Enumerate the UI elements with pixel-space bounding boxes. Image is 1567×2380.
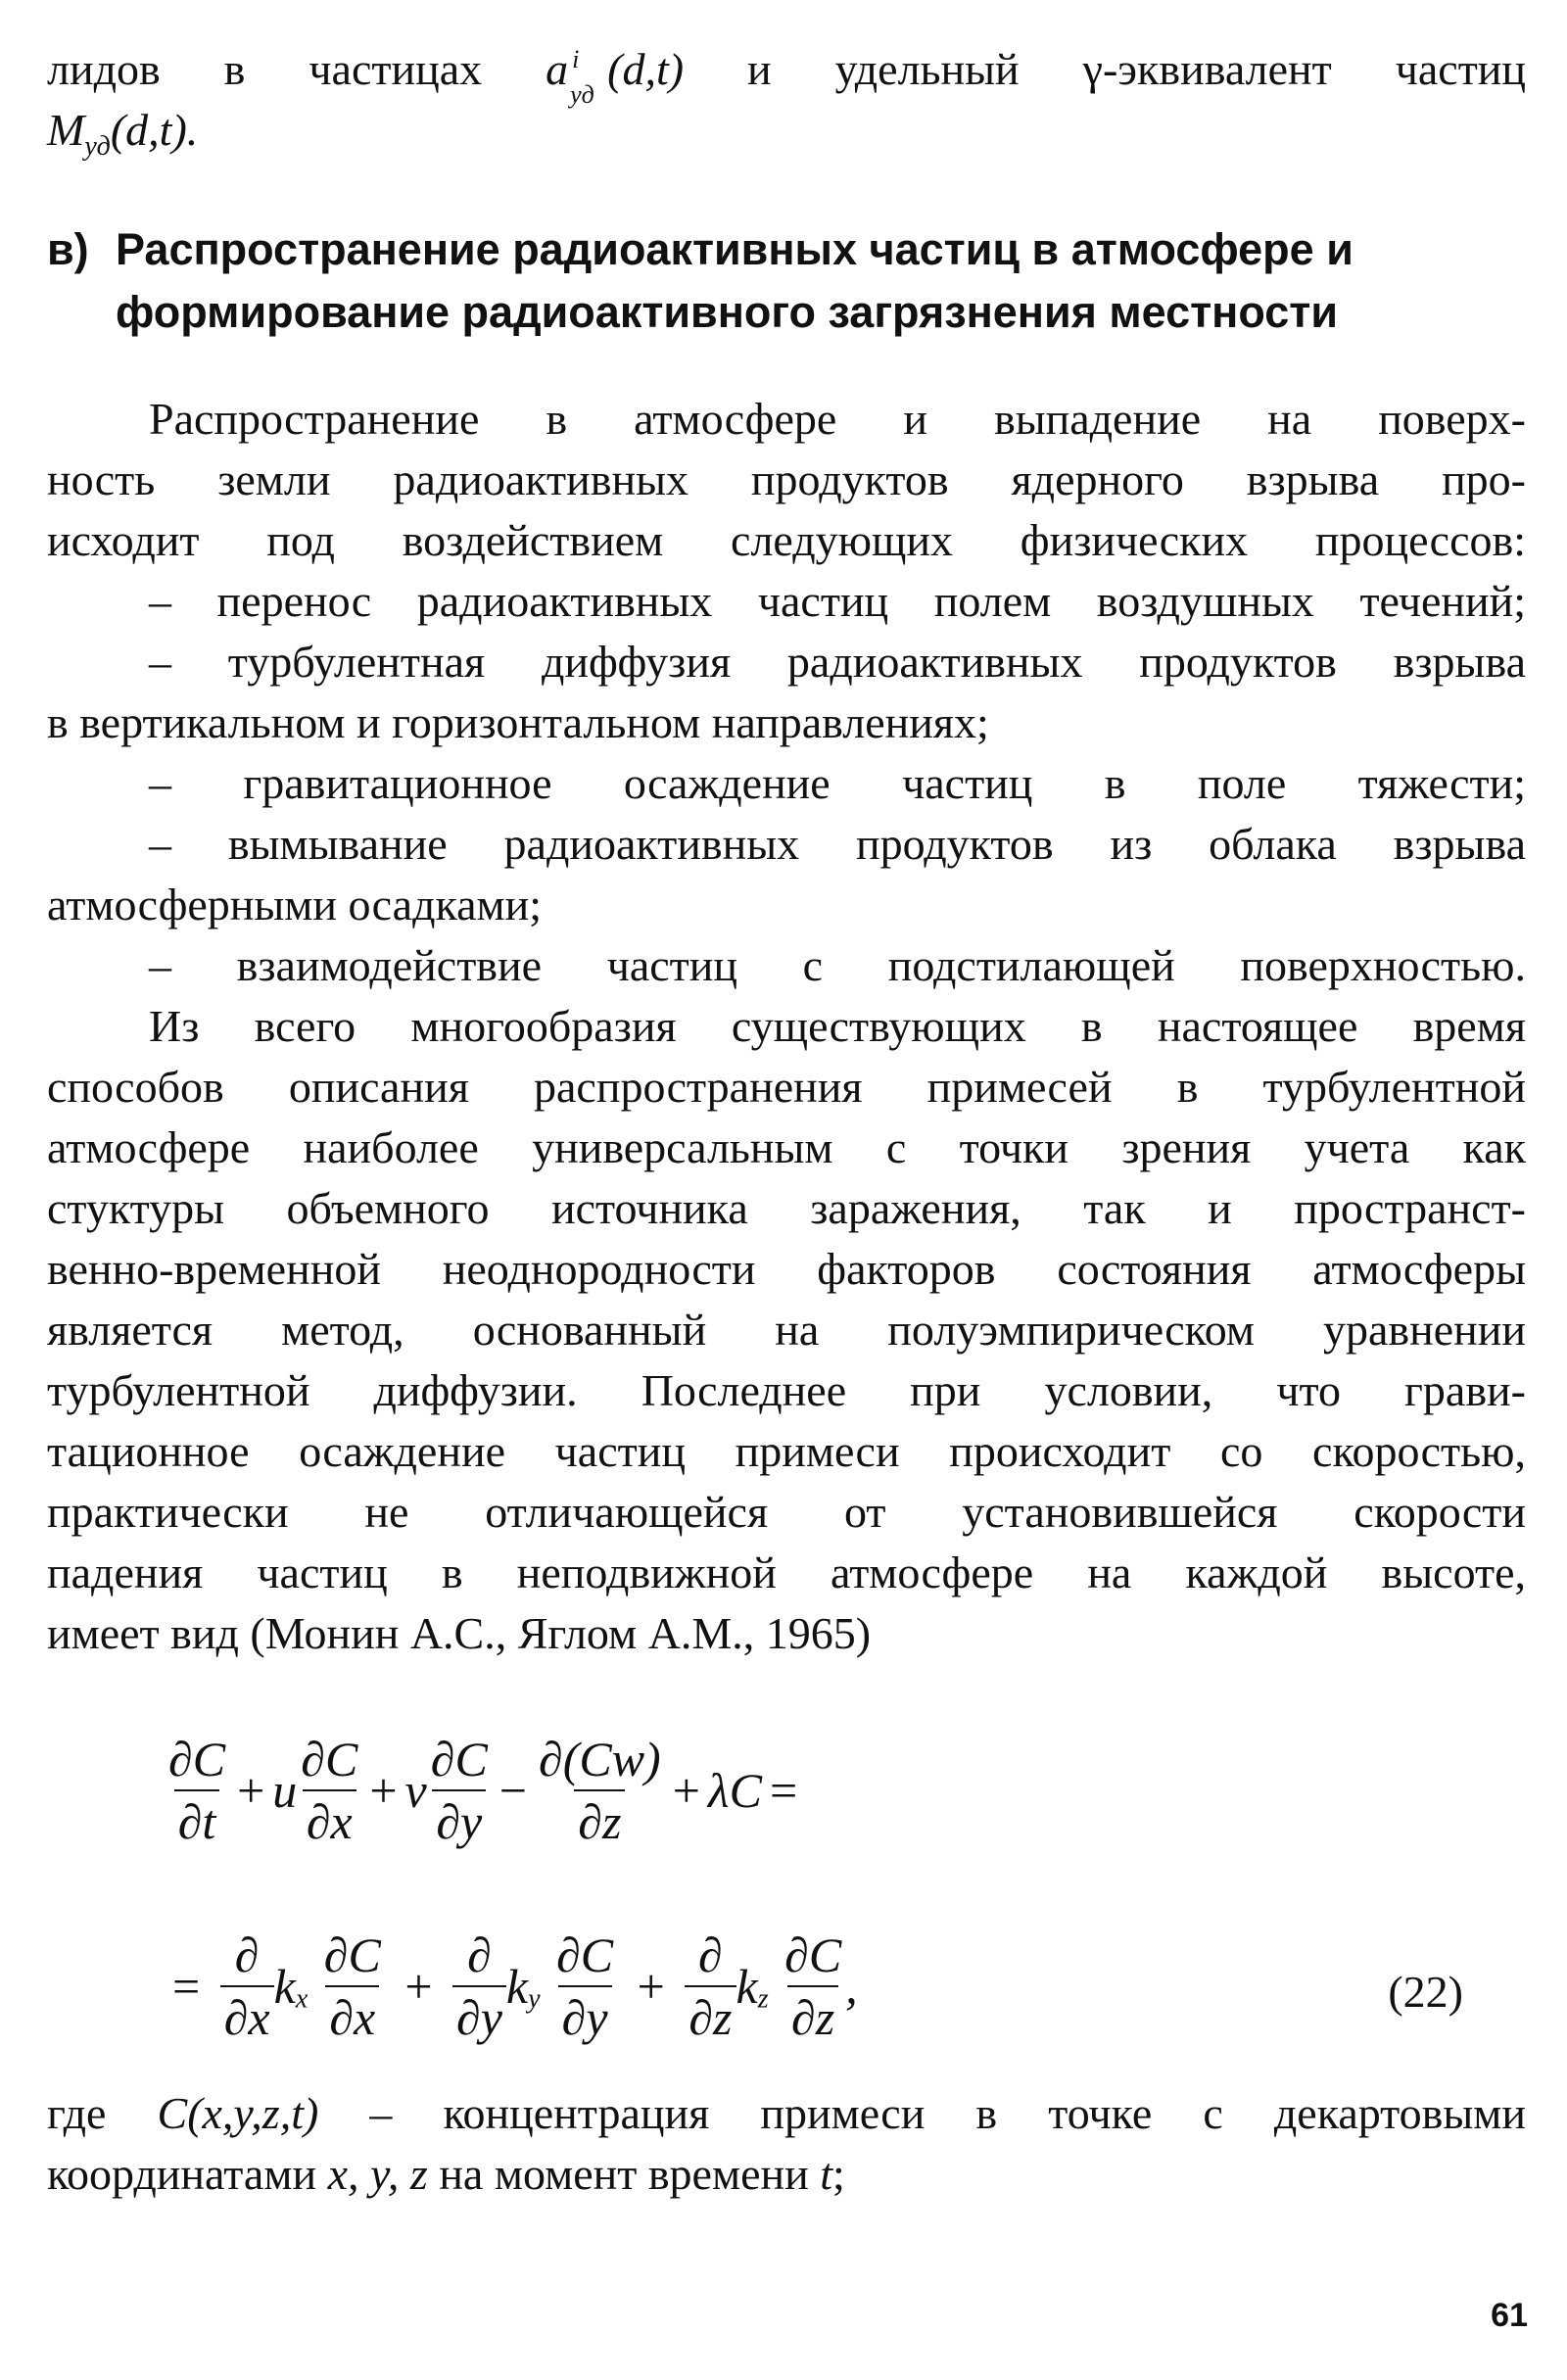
- text-line: атмосфере наиболее универсальным с точки зрения учета как: [47, 1122, 1526, 1172]
- math-c: C(x,y,z,t): [157, 2088, 319, 2138]
- bottom-line-1: где C(x,y,z,t) – концентрация примеси в точке с декартовыми: [47, 2088, 1527, 2138]
- section-letter: в): [47, 224, 89, 274]
- text-line: венно-временной неоднородности факторов состояния атмосферы: [47, 1244, 1526, 1294]
- fraction: $\frac{\partial}{\partial y}$: [452, 1927, 506, 2046]
- list-item-cont: атмосферными осадками;: [47, 880, 543, 929]
- text-line: практически не отличающейся от установившейся скорости: [47, 1487, 1526, 1537]
- fraction: $\frac{\partial}{\partial x}$: [220, 1927, 274, 2046]
- fraction: $\frac{\partial C}{\partial y}$: [430, 1732, 488, 1849]
- equation-row-2: = $\frac{\partial}{\partial x}$ $k_x$ $\frac{\partial C}{\partial x}$ + $\frac{\partial}{\partial y}$ $k_y$ $\frac{\partial C}{\partial y}$ + $\frac{\partial}{\partial z}$ $k_z$ $\frac{\partial C}{\partial z}$ ,: [172, 1928, 858, 2045]
- text-line: тационное осаждение частиц примеси происходит со скоростью,: [47, 1426, 1526, 1476]
- text-line: имеет вид (Монин А.С., Яглом А.М., 1965): [47, 1608, 872, 1658]
- section-heading: [47, 218, 1526, 344]
- text-fragment: и удельный γ-эквивалент частиц: [747, 44, 1527, 94]
- top-line-1: [47, 39, 1527, 109]
- list-item: – турбулентная диффузия радиоактивных продуктов взрыва: [149, 637, 1526, 687]
- text-line: Из всего многообразия существующих в настоящее время: [149, 1001, 1526, 1051]
- list-item: – взаимодействие частиц с подстилающей поверхностью.: [149, 940, 1526, 990]
- math-a: a i уд (d,t): [546, 44, 685, 109]
- bottom-line-2: координатами x, y, z на момент времени t;: [47, 2149, 845, 2199]
- fraction: $\frac{\partial(Cw)}{\partial z}$: [539, 1732, 661, 1849]
- fraction: $\frac{\partial C}{\partial z}$: [784, 1928, 842, 2045]
- paragraph-2: [47, 996, 1526, 1664]
- paragraph-1: [47, 389, 1526, 996]
- text-line: падения частиц в неподвижной атмосфере на каждой высоте,: [47, 1547, 1526, 1597]
- fraction: $\frac{\partial C}{\partial t}$: [168, 1732, 226, 1849]
- text-line: способов описания распространения примесей в турбулентной: [47, 1062, 1526, 1112]
- text-line: исходит под воздействием следующих физических процессов:: [47, 515, 1526, 565]
- top-line-2: [47, 100, 1526, 177]
- fraction: $\frac{\partial C}{\partial y}$: [556, 1928, 614, 2045]
- equation-row-1: $\frac{\partial C}{\partial t}$ + u $\frac{\partial C}{\partial x}$ + v $\frac{\partial C}{\partial y}$ − $\frac{\partial(Cw)}{\partial z}$ + λC =: [165, 1731, 805, 1850]
- page-body: [47, 39, 1526, 2205]
- equation-22: [47, 1721, 1526, 2083]
- section-title: Распространение радиоактивных частиц в атмосфере и формирование радиоактивного загрязнения местности: [116, 224, 1353, 337]
- list-item-cont: в вертикальном и горизонтальном направлениях;: [47, 697, 989, 747]
- text-line: стуктуры объемного источника заражения, так и пространст-: [47, 1183, 1526, 1233]
- fraction: $\frac{\partial C}{\partial x}$: [301, 1732, 358, 1849]
- text-line: Распространение в атмосфере и выпадение на поверх-: [149, 394, 1526, 444]
- text-line: ность земли радиоактивных продуктов ядерного взрыва про-: [47, 454, 1526, 504]
- fraction: $\frac{\partial}{\partial z}$: [685, 1927, 736, 2046]
- list-item: – вымывание радиоактивных продуктов из облака взрыва: [149, 819, 1526, 869]
- page-number: 61: [1491, 2297, 1528, 2334]
- list-item: – перенос радиоактивных частиц полем воздушных течений;: [149, 576, 1526, 626]
- equation-number: (22): [1388, 1967, 1463, 2017]
- text-line: турбулентной диффузии. Последнее при условии, что грави-: [47, 1365, 1526, 1415]
- list-item: – гравитационное осаждение частиц в поле тяжести;: [149, 758, 1526, 808]
- text-fragment: лидов в частицах: [47, 44, 483, 94]
- fraction: $\frac{\partial C}{\partial x}$: [323, 1928, 381, 2045]
- text-line: является метод, основанный на полуэмпирическом уравнении: [47, 1305, 1526, 1355]
- math-m: $M_{уд}(d,t)$.: [47, 105, 199, 162]
